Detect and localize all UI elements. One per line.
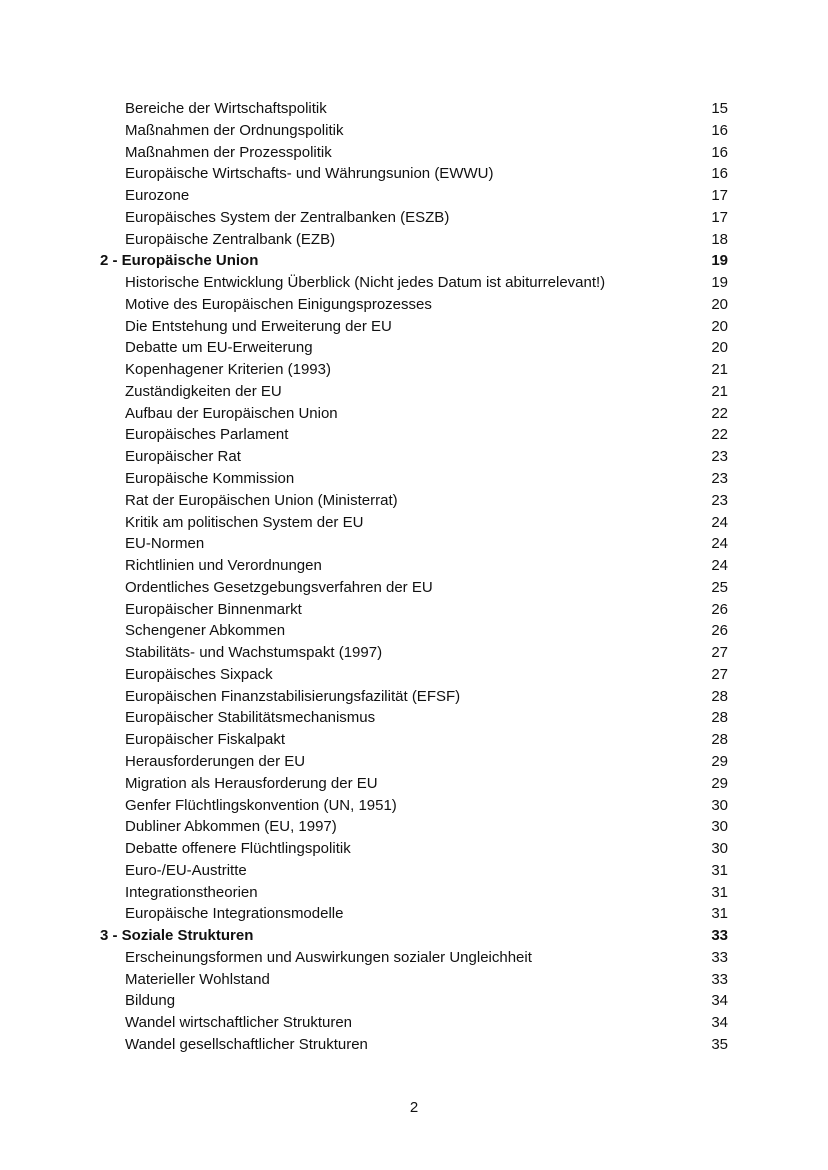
toc-entry-page: 16 <box>711 165 728 183</box>
toc-entry[interactable] <box>0 555 828 577</box>
toc-entry-title: Europäische Wirtschafts- und Währungsunion (EWWU) <box>125 165 494 183</box>
toc-entry-page: 29 <box>711 774 728 792</box>
toc-entry[interactable] <box>0 599 828 621</box>
toc-entry[interactable] <box>0 882 828 904</box>
toc-entry[interactable] <box>0 142 828 164</box>
toc-entry-page: 23 <box>711 470 728 488</box>
toc-entry-title: Stabilitäts- und Wachstumspakt (1997) <box>125 644 383 662</box>
toc-entry[interactable] <box>0 163 828 185</box>
toc-entry-page: 18 <box>711 230 728 248</box>
toc-entry[interactable] <box>0 751 828 773</box>
toc-entry-title: Eurozone <box>125 187 190 205</box>
toc-entry[interactable] <box>0 729 828 751</box>
toc-entry[interactable] <box>0 969 828 991</box>
toc-entry-page: 30 <box>711 840 728 858</box>
toc-entry-title: Herausforderungen der EU <box>125 752 306 770</box>
toc-entry-page: 26 <box>711 622 728 640</box>
toc-entry-title: Europäischer Stabilitätsmechanismus <box>125 709 376 727</box>
toc-entry-title: Richtlinien und Verordnungen <box>125 557 322 575</box>
toc-entry-title: Schengener Abkommen <box>125 622 286 640</box>
toc-entry[interactable] <box>0 816 828 838</box>
toc-entry-page: 20 <box>711 295 728 313</box>
toc-entry-title: EU-Normen <box>125 535 205 553</box>
toc-entry[interactable] <box>0 381 828 403</box>
toc-entry[interactable] <box>0 446 828 468</box>
toc-entry-title: Europäisches Parlament <box>125 426 289 444</box>
toc-entry-title: Motive des Europäischen Einigungsprozesses <box>125 295 432 313</box>
toc-entry[interactable] <box>0 707 828 729</box>
toc-entry-title: Zuständigkeiten der EU <box>125 382 282 400</box>
toc-entry-page: 15 <box>711 100 728 117</box>
toc-entry[interactable] <box>0 207 828 229</box>
toc-entry-page: 16 <box>711 121 728 139</box>
toc-entry-title: Europäische Integrationsmodelle <box>125 905 344 923</box>
toc-entry-page: 31 <box>711 905 728 923</box>
toc-section-heading[interactable] <box>0 250 828 272</box>
toc-entry[interactable] <box>0 577 828 599</box>
toc-entry-title: Rat der Europäischen Union (Ministerrat) <box>125 491 398 509</box>
toc-entry-page: 31 <box>711 883 728 901</box>
toc-entry-title: Migration als Herausforderung der EU <box>125 774 378 792</box>
toc-section-heading[interactable] <box>0 925 828 947</box>
toc-entry[interactable] <box>0 185 828 207</box>
toc-entry-page: 24 <box>711 535 728 553</box>
toc-entry-page: 26 <box>711 600 728 618</box>
toc-entry-page: 23 <box>711 448 728 466</box>
toc-entry-title: Dubliner Abkommen (EU, 1997) <box>125 818 337 836</box>
toc-entry-title: Europäische Zentralbank (EZB) <box>125 230 336 248</box>
toc-entry-page: 34 <box>711 1014 728 1032</box>
toc-entry-page: 28 <box>711 731 728 749</box>
toc-entry-page: 23 <box>711 491 728 509</box>
toc-entry[interactable] <box>0 272 828 294</box>
toc-entry-title: 3 - Soziale Strukturen <box>100 927 254 945</box>
toc-entry-page: 24 <box>711 513 728 531</box>
toc-entry-page: 22 <box>711 426 728 444</box>
toc-entry[interactable] <box>0 294 828 316</box>
toc-entry-title: Europäischer Fiskalpakt <box>125 731 286 749</box>
toc-entry-title: Die Entstehung und Erweiterung der EU <box>125 317 392 335</box>
toc-entry-title: Europäisches Sixpack <box>125 665 273 683</box>
toc-entry-page: 17 <box>711 208 728 226</box>
toc-entry-page: 22 <box>711 404 728 422</box>
toc-entry-page: 34 <box>711 992 728 1010</box>
toc-entry-title: Ordentliches Gesetzgebungsverfahren der EU <box>125 578 433 596</box>
toc-entry[interactable] <box>0 664 828 686</box>
toc-entry[interactable] <box>0 838 828 860</box>
toc-entry-title: Debatte offenere Flüchtlingspolitik <box>125 840 351 858</box>
toc-entry-page: 28 <box>711 709 728 727</box>
toc-entry-page: 24 <box>711 557 728 575</box>
toc-entry-title: Wandel gesellschaftlicher Strukturen <box>125 1035 368 1053</box>
toc-entry-page: 19 <box>711 252 728 270</box>
toc-entry-page: 33 <box>711 970 728 988</box>
toc-entry[interactable] <box>0 424 828 446</box>
toc-entry-title: Europäisches System der Zentralbanken (ESZB) <box>125 208 450 226</box>
toc-entry[interactable] <box>0 990 828 1012</box>
toc-entry[interactable] <box>0 98 828 120</box>
toc-entry[interactable] <box>0 860 828 882</box>
toc-entry-page: 33 <box>711 948 728 966</box>
toc-entry-page: 20 <box>711 339 728 357</box>
toc-entry-title: Europäische Kommission <box>125 470 295 488</box>
toc-entry-title: 2 - Europäische Union <box>100 252 259 270</box>
toc-entry-title: Debatte um EU-Erweiterung <box>125 339 313 357</box>
toc-entry-page: 17 <box>711 187 728 205</box>
toc-entry-title: Europäischen Finanzstabilisierungsfazilität (EFSF) <box>125 687 461 705</box>
toc-entry-title: Kritik am politischen System der EU <box>125 513 364 531</box>
toc-entry[interactable] <box>0 903 828 925</box>
toc-entry-title: Integrationstheorien <box>125 883 258 901</box>
toc-entry[interactable] <box>0 1034 828 1056</box>
toc-entry-page: 28 <box>711 687 728 705</box>
toc-entry[interactable] <box>0 620 828 642</box>
toc-entry[interactable] <box>0 468 828 490</box>
toc-entry-page: 29 <box>711 752 728 770</box>
toc-entry-page: 30 <box>711 818 728 836</box>
toc-entry[interactable] <box>0 359 828 381</box>
toc-entry[interactable] <box>0 490 828 512</box>
toc-entry-title: Genfer Flüchtlingskonvention (UN, 1951) <box>125 796 397 814</box>
toc-entry-page: 31 <box>711 861 728 879</box>
toc-entry[interactable] <box>0 229 828 251</box>
toc-entry-page: 16 <box>711 143 728 161</box>
toc-entry-title: Erscheinungsformen und Auswirkungen sozialer Ungleichheit <box>125 948 532 966</box>
toc-entry-title: Euro-/EU-Austritte <box>125 861 247 879</box>
toc-entry-title: Wandel wirtschaftlicher Strukturen <box>125 1014 353 1032</box>
toc-entry-page: 20 <box>711 317 728 335</box>
toc-entry[interactable] <box>0 947 828 969</box>
toc-entry-title: Materieller Wohlstand <box>125 970 270 988</box>
toc-entry-title: Maßnahmen der Ordnungspolitik <box>125 121 344 139</box>
toc-entry-page: 27 <box>711 665 728 683</box>
toc-entry-page: 35 <box>711 1035 728 1053</box>
toc-entry[interactable] <box>0 795 828 817</box>
toc-entry-page: 33 <box>711 927 728 945</box>
page-number: 2 <box>409 1099 419 1116</box>
toc-entry-page: 21 <box>711 382 728 400</box>
toc-entry[interactable] <box>0 512 828 534</box>
toc-entry[interactable] <box>0 642 828 664</box>
toc-entry[interactable] <box>0 403 828 425</box>
toc-entry-title: Maßnahmen der Prozesspolitik <box>125 143 332 161</box>
toc-entry-title: Kopenhagener Kriterien (1993) <box>125 361 331 379</box>
toc-entry-title: Historische Entwicklung Überblick (Nicht jedes Datum ist abiturrelevant!) <box>125 274 606 292</box>
toc-entry-title: Bereiche der Wirtschaftspolitik <box>125 100 327 117</box>
toc-entry-page: 19 <box>711 274 728 292</box>
toc-entry[interactable] <box>0 120 828 142</box>
toc-entry[interactable] <box>0 533 828 555</box>
toc-entry-page: 27 <box>711 644 728 662</box>
toc-entry-title: Europäischer Binnenmarkt <box>125 600 302 618</box>
toc-entry[interactable] <box>0 773 828 795</box>
toc-entry-title: Aufbau der Europäischen Union <box>125 404 338 422</box>
toc-entry[interactable] <box>0 1012 828 1034</box>
toc-entry-page: 21 <box>711 361 728 379</box>
toc-entry[interactable] <box>0 316 828 338</box>
table-of-contents <box>0 98 828 1056</box>
toc-entry[interactable] <box>0 686 828 708</box>
toc-entry-title: Bildung <box>125 992 176 1010</box>
toc-entry-title: Europäischer Rat <box>125 448 241 466</box>
toc-entry[interactable] <box>0 337 828 359</box>
toc-entry-page: 25 <box>711 578 728 596</box>
toc-entry-page: 30 <box>711 796 728 814</box>
